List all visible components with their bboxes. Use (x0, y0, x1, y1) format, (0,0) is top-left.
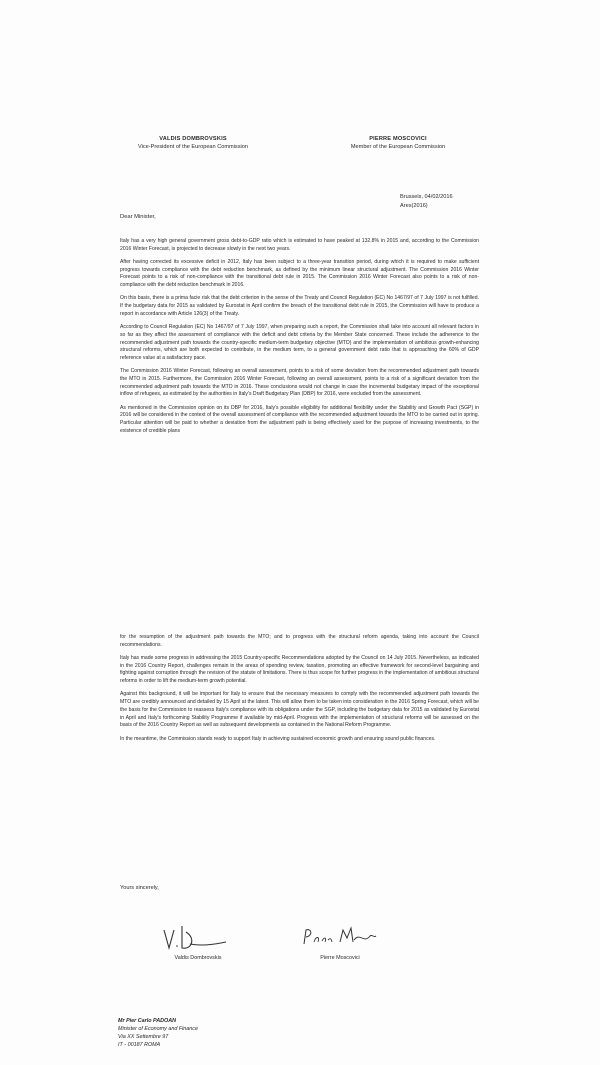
paragraph: According to Council Regulation (EC) No 1467/97 of 7 July 1997, when preparing such a report, the Commission shall take into account all relevant factors in so far as they affect the assessment of compliance with the deficit and debt criteria by the Member State concerned. These include the adherence to the recommended adjustment path towards the country-specific medium-term budgetary objective (MTO) and the implementation of ambitious growth-enhancing structural reforms, which are both expected to contribute, in the medium term, to a general government debt ratio that is approaching the 60% of GDP reference value at a satisfactory pace. (120, 324, 479, 362)
sender-name-right: PIERRE MOSCOVICI (369, 136, 427, 142)
recipient-name: Mr Pier Carlo PADOAN (118, 1018, 177, 1024)
signature-moscovici (300, 922, 380, 952)
closing: Yours sincerely, (120, 885, 159, 891)
paragraph: Italy has a very high general government gross debt-to-GDP ratio which is estimated to have peaked at 132.8% in 2015 and, according to the Commission 2016 Winter Forecast, is projected to decrease slowly in the next two years. (120, 238, 479, 252)
paragraph: As mentioned in the Commission opinion on its DBP for 2016, Italy's possible eligibility for additional flexibility under the Stability and Growth Pact (SGP) in 2016 will be considered in the context of the overall assessment of compliance with the recommended adjustment towards the MTO to be carried out in spring. Particular attention will be paid to whether a deviation from the adjustment path is being effectively used for the purpose of increasing investments, to the existence of credible plans (120, 404, 479, 434)
paragraph: After having corrected its excessive deficit in 2012, Italy has been subject to a three-year transition period, during which it is required to make sufficient progress towards compliance with the debt reduction benchmark, as defined by the minimum linear structural adjustment. The Commission 2016 Winter Forecast points to a risk of non-compliance with the transitional debt rule in 2015. The Commission 2016 Winter Forecast also points to a risk of non-compliance with the debt reduction benchmark in 2016. (120, 258, 479, 289)
paragraph: Italy has made some progress in addressing the 2015 Country-specific Recommendations adopted by the Council on 14 July 2015. Nevertheless, as indicated in the 2016 Country Report, challenges remain in the areas of spending review, taxation, promoting an effective framework for second-level bargaining and fighting against corruption through the revision of the statute of limitations. There is thus scope for further progress in the implementation of ambitious structural reforms in order to lift the medium-term growth potential. (120, 654, 479, 685)
letter-body-part-1 (120, 238, 479, 441)
reference-block (400, 193, 453, 210)
sender-header-left (118, 135, 268, 152)
paragraph: Against this background, it will be important for Italy to ensure that the necessary measures to comply with the recommended adjustment path towards the MTO are credibly announced and detailed by 15 April at the latest. This will allow them to be taken into consideration in the 2016 Spring Forecast, which will be the basis for the Commission to reassess Italy's compliance with its obligations under the SGP, including the budgetary data for 2015 as validated by Eurostat in April and Italy's forthcoming Stability Programme if available by mid-April. Progress with the implementation of structural reforms will be assessed on the basis of the 2016 Country Report as well as subsequent developments as contained in the National Reform Programme. (120, 691, 479, 729)
recipient-street: Via XX Settembre 97 (118, 1034, 169, 1041)
reference-date: Brussels, 04/02/2016 (400, 194, 453, 200)
recipient-title: Minister of Economy and Finance (118, 1026, 198, 1033)
signature-name-left: Valdis Dombrovskis (174, 955, 222, 961)
sender-title-right: Member of the European Commission (350, 144, 446, 151)
recipient-address (118, 1017, 198, 1049)
salutation: Dear Minister, (120, 214, 156, 220)
signature-name-right: Pierre Moscovici (320, 955, 360, 961)
signature-dombrovskis (160, 920, 230, 954)
sender-title-left: Vice-President of the European Commission (138, 144, 248, 151)
reference-ares: Ares(2016) (400, 202, 428, 209)
sender-name-left: VALDIS DOMBROVSKIS (159, 136, 227, 142)
paragraph: On this basis, there is a prima facie risk that the debt criterion in the sense of the Treaty and Council Regulation (EC) No 1467/97 of 7 July 1997 is not fulfilled. If the budgetary data for 2015 as validated by Eurostat in April confirm the breach of the transitional debt rule in 2015, the Commission will have to produce a report in accordance with Article 126(3) of the Treaty. (120, 295, 479, 317)
recipient-city: IT - 00187 ROMA (118, 1042, 161, 1049)
paragraph: for the resumption of the adjustment path towards the MTO; and to progress with the structural reform agenda, taking into account the Council recommendations. (120, 634, 479, 648)
paragraph: The Commission 2016 Winter Forecast, following an overall assessment, points to a risk of some deviation from the recommended adjustment path towards the MTO in 2015. Furthermore, the Commission 2016 Winter Forecast, following an overall assessment, points to a risk of a significant deviation from the recommended adjustment path towards the MTO in 2016. These conclusions would not change in case the incremental budgetary impact of the exceptional inflow of refugees, as estimated by the authorities in Italy's Draft Budgetary Plan (DBP) for 2016, were excluded from the assessment. (120, 368, 479, 398)
paragraph: In the meantime, the Commission stands ready to support Italy in achieving sustained economic growth and ensuring sound public finances. (120, 735, 436, 742)
letter-body-part-2 (120, 634, 479, 749)
sender-header-right (318, 135, 478, 152)
